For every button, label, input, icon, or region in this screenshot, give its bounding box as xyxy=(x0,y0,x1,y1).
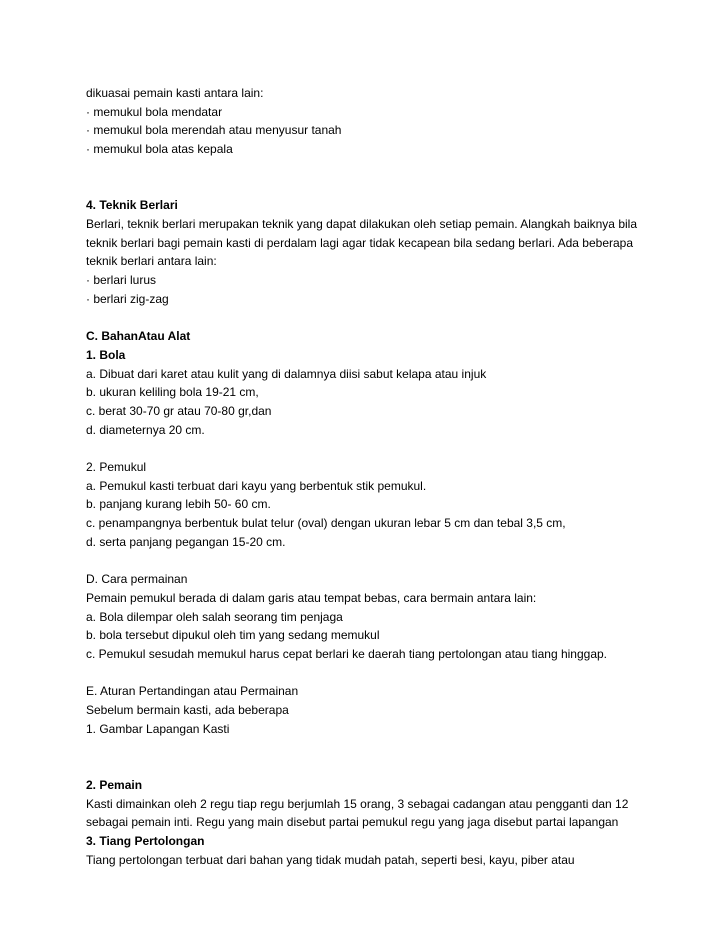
cara-permainan-section xyxy=(86,570,686,664)
spacer xyxy=(86,439,686,458)
list-item: a. Pemukul kasti terbuat dari kayu yang berbentuk stik pemukul. xyxy=(86,478,427,493)
paragraph-line: teknik berlari bagi pemain kasti di perdalam lagi agar tidak kecapean bila sedang berlari. Ada beberapa xyxy=(86,235,634,250)
intro-line: dikuasai pemain kasti antara lain: xyxy=(86,86,264,100)
intro-section xyxy=(86,84,686,159)
paragraph-line: Pemain pemukul berada di dalam garis atau tempat bebas, cara bermain antara lain: xyxy=(86,590,537,605)
list-item: b. bola tersebut dipukul oleh tim yang sedang memukul xyxy=(86,628,380,643)
list-item: b. panjang kurang lebih 50- 60 cm. xyxy=(86,497,271,512)
spacer xyxy=(86,552,686,571)
spacer xyxy=(86,308,686,327)
list-item: d. diameternya 20 cm. xyxy=(86,422,205,437)
subsection-heading: 2. Pemukul xyxy=(86,460,147,474)
paragraph-line: Sebelum bermain kasti, ada beberapa xyxy=(86,703,289,718)
subsection-heading: 2. Pemain xyxy=(86,777,143,792)
list-item: b. ukuran keliling bola 19-21 cm, xyxy=(86,385,259,400)
section-heading: D. Cara permainan xyxy=(86,572,188,587)
subsection-heading: 1. Bola xyxy=(86,347,126,362)
list-item: a. Bola dilempar oleh salah seorang tim penjaga xyxy=(86,609,343,624)
list-item: d. serta panjang pegangan 15-20 cm. xyxy=(86,534,286,549)
bullet-item: · memukul bola atas kepala xyxy=(86,142,233,157)
bullet-item: · memukul bola mendatar xyxy=(86,104,223,119)
list-item: c. penampangnya berbentuk bulat telur (oval) dengan ukuran lebar 5 cm dan tebal 3,5 cm, xyxy=(86,516,566,531)
paragraph-line: teknik berlari antara lain: xyxy=(86,254,217,269)
paragraph-line: Tiang pertolongan terbuat dari bahan yang tidak mudah patah, seperti besi, kayu, piber atau xyxy=(86,852,575,867)
paragraph-line: Berlari, teknik berlari merupakan teknik yang dapat dilakukan oleh setiap pemain. Alangkah baiknya bila xyxy=(86,216,637,231)
list-item: c. berat 30-70 gr atau 70-80 gr,dan xyxy=(86,403,272,418)
paragraph-line: sebagai pemain inti. Regu yang main disebut partai pemukul regu yang jaga disebut partai lapangan xyxy=(86,815,619,830)
paragraph-line: Kasti dimainkan oleh 2 regu tiap regu berjumlah 15 orang, 3 sebagai cadangan atau pengganti dan 12 xyxy=(86,796,629,811)
document-page xyxy=(86,84,686,869)
spacer xyxy=(86,664,686,683)
tiang-section xyxy=(86,832,686,869)
bullet-item: · berlari zig-zag xyxy=(86,291,169,306)
subsection-heading: 3. Tiang Pertolongan xyxy=(86,834,205,848)
teknik-berlari-section xyxy=(86,196,686,308)
bahan-alat-section xyxy=(86,327,686,551)
pemain-section xyxy=(86,776,686,832)
section-heading: E. Aturan Pertandingan atau Permainan xyxy=(86,684,299,699)
bullet-item: · berlari lurus xyxy=(86,273,157,287)
list-item: 1. Gambar Lapangan Kasti xyxy=(86,721,230,736)
list-item: a. Dibuat dari karet atau kulit yang di dalamnya diisi sabut kelapa atau injuk xyxy=(86,366,487,381)
section-heading: C. BahanAtau Alat xyxy=(86,329,191,344)
section-heading: 4. Teknik Berlari xyxy=(86,198,178,213)
spacer xyxy=(86,757,686,776)
spacer xyxy=(86,739,686,758)
spacer xyxy=(86,178,686,197)
spacer xyxy=(86,159,686,178)
list-item: c. Pemukul sesudah memukul harus cepat berlari ke daerah tiang pertolongan atau tiang hinggap. xyxy=(86,647,607,662)
bullet-item: · memukul bola merendah atau menyusur tanah xyxy=(86,123,342,138)
aturan-section xyxy=(86,682,686,738)
